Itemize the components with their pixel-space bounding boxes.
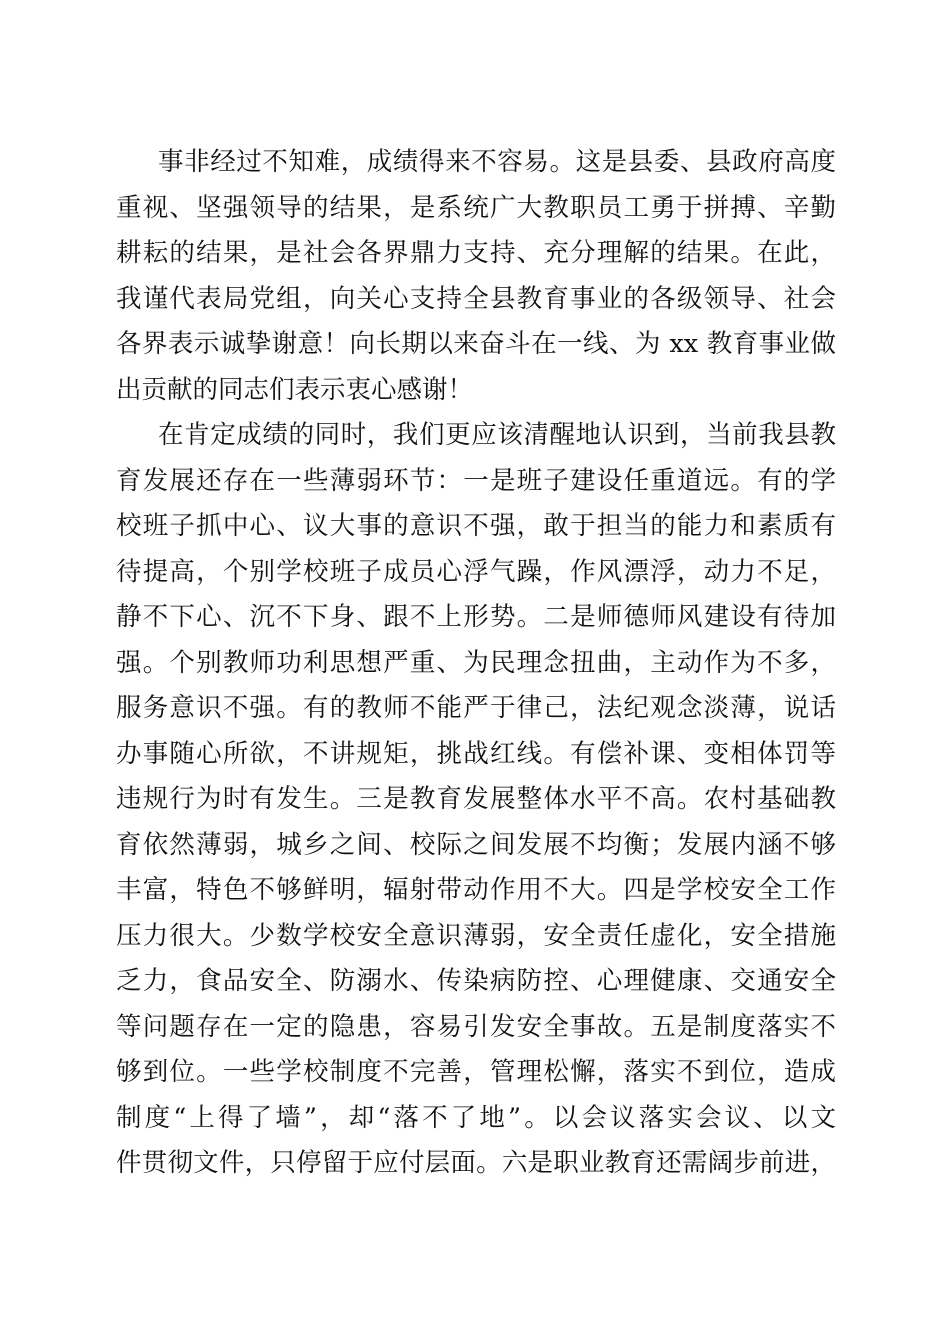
paragraph-line: 育依然薄弱，城乡之间、校际之间发展不均衡；发展内涵不够	[116, 829, 836, 860]
paragraph-acknowledgement	[116, 140, 836, 413]
paragraph-line: 重视、坚强领导的结果，是系统广大教职员工勇于拼搏、辛勤	[116, 192, 836, 223]
paragraph-line: 静不下心、沉不下身、跟不上形势。二是师德师风建设有待加	[116, 602, 836, 632]
paragraph-line: 违规行为时有发生。三是教育发展整体水平不高。农村基础教	[116, 784, 836, 814]
paragraph-weaknesses	[116, 413, 836, 1187]
paragraph-line: 校班子抓中心、议大事的意识不强，敢于担当的能力和素质有	[116, 511, 836, 541]
paragraph-line: 办事随心所欲，不讲规矩，挑战红线。有偿补课、变相体罚等	[116, 738, 836, 769]
paragraph-line: 压力很大。少数学校安全意识薄弱，安全责任虚化，安全措施	[116, 920, 836, 951]
paragraph-line: 出贡献的同志们表示衷心感谢！	[116, 374, 474, 405]
paragraph-line: 强。个别教师功利思想严重、为民理念扭曲，主动作为不多，	[116, 647, 836, 678]
paragraph-line: 制度“上得了墙”，却“落不了地”。以会议落实会议、以文	[116, 1102, 836, 1133]
paragraph-line: 够到位。一些学校制度不完善，管理松懈，落实不到位，造成	[116, 1057, 836, 1087]
paragraph-line: 在肯定成绩的同时，我们更应该清醒地认识到，当前我县教	[158, 420, 836, 450]
paragraph-line: 我谨代表局党组，向关心支持全县教育事业的各级领导、社会	[116, 283, 836, 314]
document-body	[116, 140, 836, 1187]
paragraph-line: 耕耘的结果，是社会各界鼎力支持、充分理解的结果。在此，	[116, 238, 836, 268]
paragraph-line: 件贯彻文件，只停留于应付层面。六是职业教育还需阔步前进，	[116, 1148, 836, 1178]
paragraph-line: 等问题存在一定的隐患，容易引发安全事故。五是制度落实不	[116, 1011, 836, 1042]
paragraph-line: 丰富，特色不够鲜明，辐射带动作用不大。四是学校安全工作	[116, 875, 836, 905]
paragraph-line: 乏力，食品安全、防溺水、传染病防控、心理健康、交通安全	[116, 966, 836, 996]
paragraph-line: 各界表示诚挚谢意！向长期以来奋斗在一线、为 xx 教育事业做	[116, 329, 836, 359]
paragraph-line: 育发展还存在一些薄弱环节：一是班子建设任重道远。有的学	[116, 465, 836, 496]
paragraph-line: 服务意识不强。有的教师不能严于律己，法纪观念淡薄，说话	[116, 693, 836, 723]
paragraph-line: 事非经过不知难，成绩得来不容易。这是县委、县政府高度	[158, 147, 836, 177]
paragraph-line: 待提高，个别学校班子成员心浮气躁，作风漂浮，动力不足，	[116, 556, 836, 587]
